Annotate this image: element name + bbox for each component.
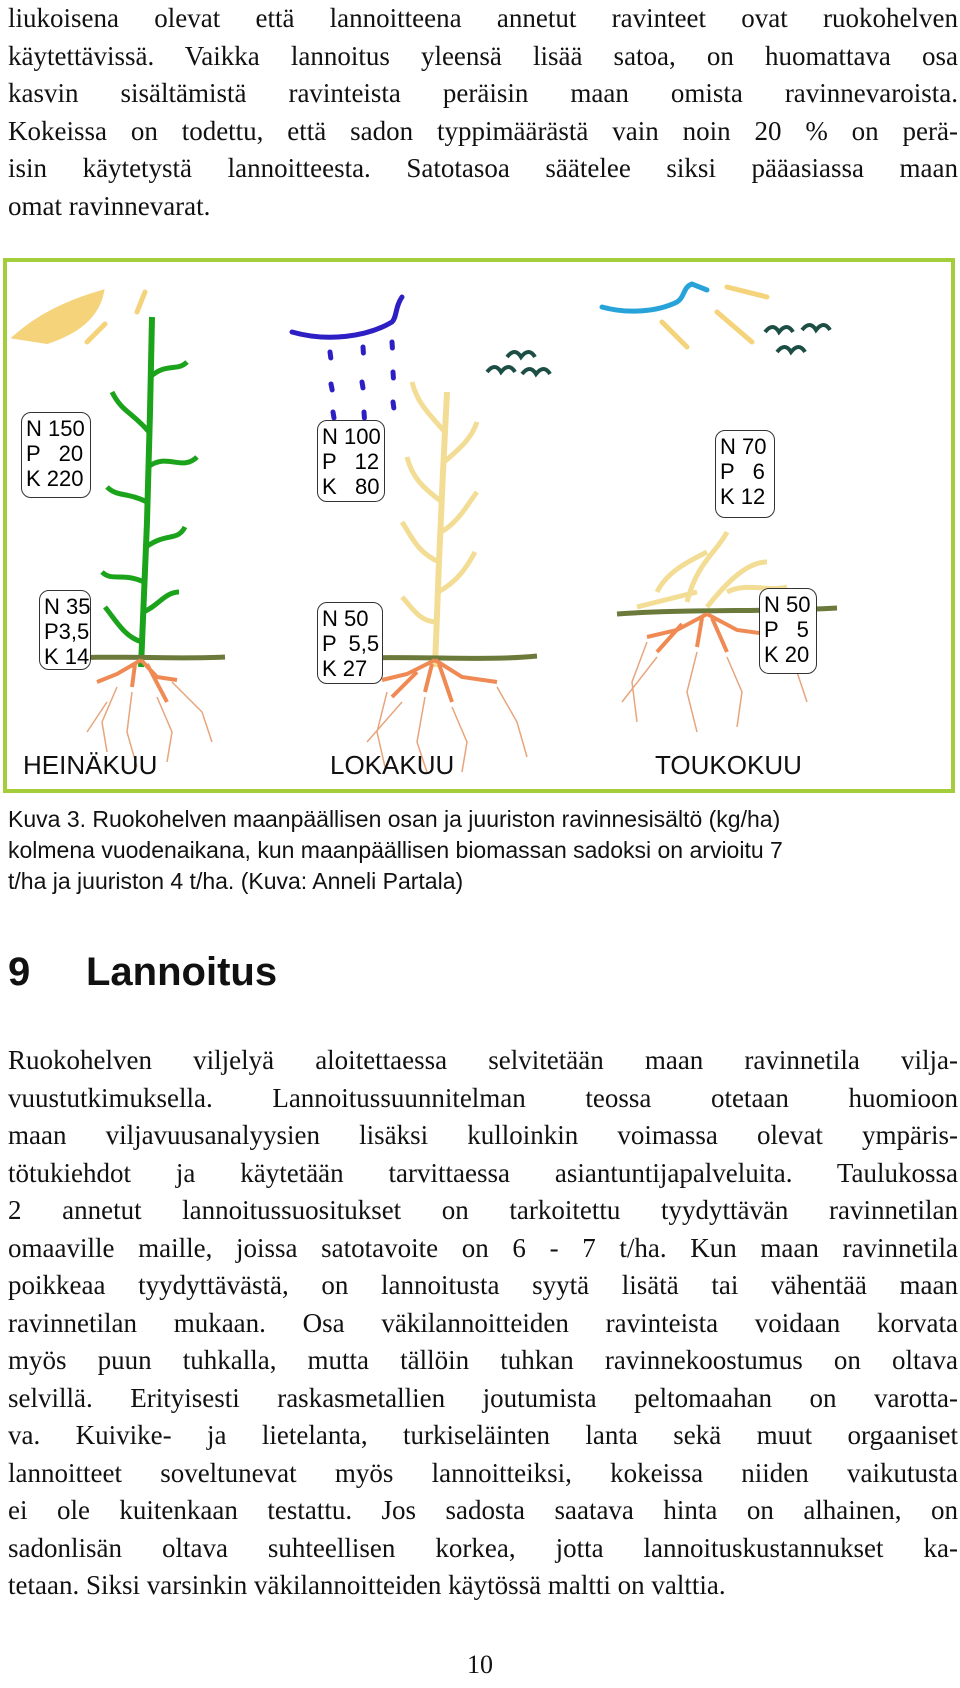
npk-box-below-lokakuu bbox=[317, 602, 383, 684]
bird-icon bbox=[802, 325, 830, 330]
npk-row: P 20 bbox=[26, 441, 84, 466]
npk-row: K 27 bbox=[322, 656, 368, 681]
npk-row: P 6 bbox=[720, 459, 765, 484]
plant-leaf bbox=[148, 457, 197, 467]
cloud-icon bbox=[292, 297, 402, 337]
text-line: tetaan. Siksi varsinkin väkilannoitteiden käytössä maltti on valttia. bbox=[8, 1570, 726, 1600]
plant-leaf bbox=[143, 592, 179, 612]
npk-row: N 50 bbox=[764, 592, 811, 617]
season-label-toukokuu: TOUKOKUU bbox=[655, 750, 802, 780]
npk-row: K 12 bbox=[720, 484, 766, 509]
bird-icon bbox=[765, 327, 793, 332]
text-line: liukoisena olevat että lannoitteena annetut ravinteet ovat ruokohelven bbox=[8, 3, 958, 33]
bird-icon bbox=[522, 369, 550, 374]
intro-paragraph bbox=[8, 0, 958, 225]
nutrient-figure bbox=[3, 258, 955, 793]
text-line: omaaville maille, joissa satotavoite on 6 - 7 t/ha. Kun maan ravinnetila bbox=[8, 1232, 958, 1263]
text-line: ravinnetilan mukaan. Osa väkilannoitteiden ravinteista voidaan korvata bbox=[8, 1307, 958, 1338]
text-line: Ruokohelven viljelyä aloitettaessa selvitetään maan ravinnetila vilja- bbox=[8, 1045, 958, 1075]
bird-icon bbox=[487, 367, 515, 372]
text-line: tötukiehdot ja käytetään tarvittaessa asiantuntijapalveluita. Taulukossa bbox=[8, 1157, 958, 1188]
plant-leaf bbox=[112, 392, 149, 432]
npk-box-below-heinakuu bbox=[39, 590, 91, 670]
npk-row: P 12 bbox=[322, 449, 380, 474]
npk-row: K 14 bbox=[44, 644, 90, 669]
text-line: kasvin sisältämistä ravinteista peräisin maan omista ravinnevaroista. bbox=[8, 78, 958, 108]
plant-leaf bbox=[102, 572, 144, 582]
text-line: selvillä. Erityisesti raskasmetallien joutumista peltomaahan on varotta- bbox=[8, 1382, 958, 1413]
text-line: ei ole kuitenkaan testattu. Jos sadosta saatava hinta on alhainen, on bbox=[8, 1495, 958, 1525]
sun-ray bbox=[137, 292, 145, 312]
text-line: vuustutkimuksella. Lannoitussuunnitelman teossa otetaan huomioon bbox=[8, 1082, 958, 1113]
text-line: lannoitteet soveltunevat myös lannoitteiksi, kokeissa niiden vaikutusta bbox=[8, 1457, 958, 1488]
text-line: omat ravinnevarat. bbox=[8, 190, 211, 221]
npk-box-above-heinakuu bbox=[21, 412, 91, 498]
text-line: myös puun tuhkalla, mutta tällöin tuhkan ravinnekoostumus on oltava bbox=[8, 1345, 958, 1375]
npk-box-above-toukokuu bbox=[715, 430, 775, 518]
npk-row: N 150 bbox=[26, 416, 85, 441]
npk-row: P3,5 bbox=[44, 619, 90, 644]
figure-illustration bbox=[7, 262, 951, 789]
root-thick bbox=[97, 660, 177, 702]
section-number: 9 bbox=[8, 950, 31, 994]
caption-line: t/ha ja juuriston 4 t/ha. (Kuva: Anneli Partala) bbox=[8, 868, 464, 894]
text-line: sadonlisän oltava suhteellisen korkea, jotta lannoituskustannukset ka- bbox=[8, 1532, 958, 1563]
text-line: Kokeissa on todettu, että sadon typpimäärästä vain noin 20 % on perä- bbox=[8, 115, 958, 146]
caption-line: kolmena vuodenaikana, kun maanpäällisen biomassan sadoksi on arvioitu 7 bbox=[8, 837, 783, 863]
npk-box-below-toukokuu bbox=[759, 588, 817, 674]
sun-ray bbox=[662, 287, 767, 347]
root-thick bbox=[647, 614, 767, 652]
section-title: Lannoitus bbox=[86, 950, 278, 994]
text-line: isin käytetystä lannoitteesta. Satotasoa säätelee siksi pääasiassa maan bbox=[8, 153, 958, 183]
body-paragraph bbox=[8, 1042, 958, 1605]
npk-row: K 80 bbox=[322, 474, 380, 499]
root-thick bbox=[382, 660, 497, 702]
npk-row: N 50 bbox=[322, 606, 369, 631]
text-line: poikkeaa tyydyttävästä, on lannoitusta syytä lisätä tai vähentää maan bbox=[8, 1270, 958, 1300]
season-label-lokakuu: LOKAKUU bbox=[330, 750, 455, 780]
bird-icon bbox=[777, 347, 805, 352]
npk-box-above-lokakuu bbox=[317, 420, 385, 502]
plant-stem bbox=[141, 317, 152, 667]
text-line: va. Kuivike- ja lietelanta, turkiseläinten lanta sekä muut orgaaniset bbox=[8, 1420, 958, 1450]
npk-row: N 70 bbox=[720, 434, 767, 459]
section-heading bbox=[8, 950, 277, 995]
sun-ray bbox=[87, 324, 105, 342]
text-line: käytettävissä. Vaikka lannoitus yleensä lisää satoa, on huomattava osa bbox=[8, 40, 958, 71]
text-line: 2 annetut lannoitussuositukset on tarkoitettu tyydyttävän ravinnetilan bbox=[8, 1195, 958, 1225]
npk-row: K 20 bbox=[764, 642, 810, 667]
npk-row: P 5,5 bbox=[322, 631, 380, 656]
npk-row: N 35 bbox=[44, 594, 91, 619]
plant-leaf bbox=[105, 607, 142, 642]
plant-leaf bbox=[150, 362, 187, 377]
page-number: 10 bbox=[467, 1650, 493, 1679]
npk-row: N 100 bbox=[322, 424, 381, 449]
season-label-heinakuu: HEINÄKUU bbox=[23, 750, 158, 780]
text-line: maan viljavuusanalyysien lisäksi kulloinkin voimassa olevat ympäris- bbox=[8, 1120, 958, 1150]
plant-leaf bbox=[107, 487, 147, 502]
figure-caption bbox=[8, 804, 958, 897]
rain-drops bbox=[330, 342, 395, 427]
bird-icon bbox=[507, 352, 535, 357]
plant-leaf bbox=[146, 527, 185, 547]
caption-line: Kuva 3. Ruokohelven maanpäällisen osan ja juuriston ravinnesisältö (kg/ha) bbox=[8, 806, 781, 832]
cloud-icon bbox=[602, 284, 707, 311]
sun-icon bbox=[15, 292, 102, 342]
npk-row: P 5 bbox=[764, 617, 809, 642]
npk-row: K 220 bbox=[26, 466, 84, 491]
